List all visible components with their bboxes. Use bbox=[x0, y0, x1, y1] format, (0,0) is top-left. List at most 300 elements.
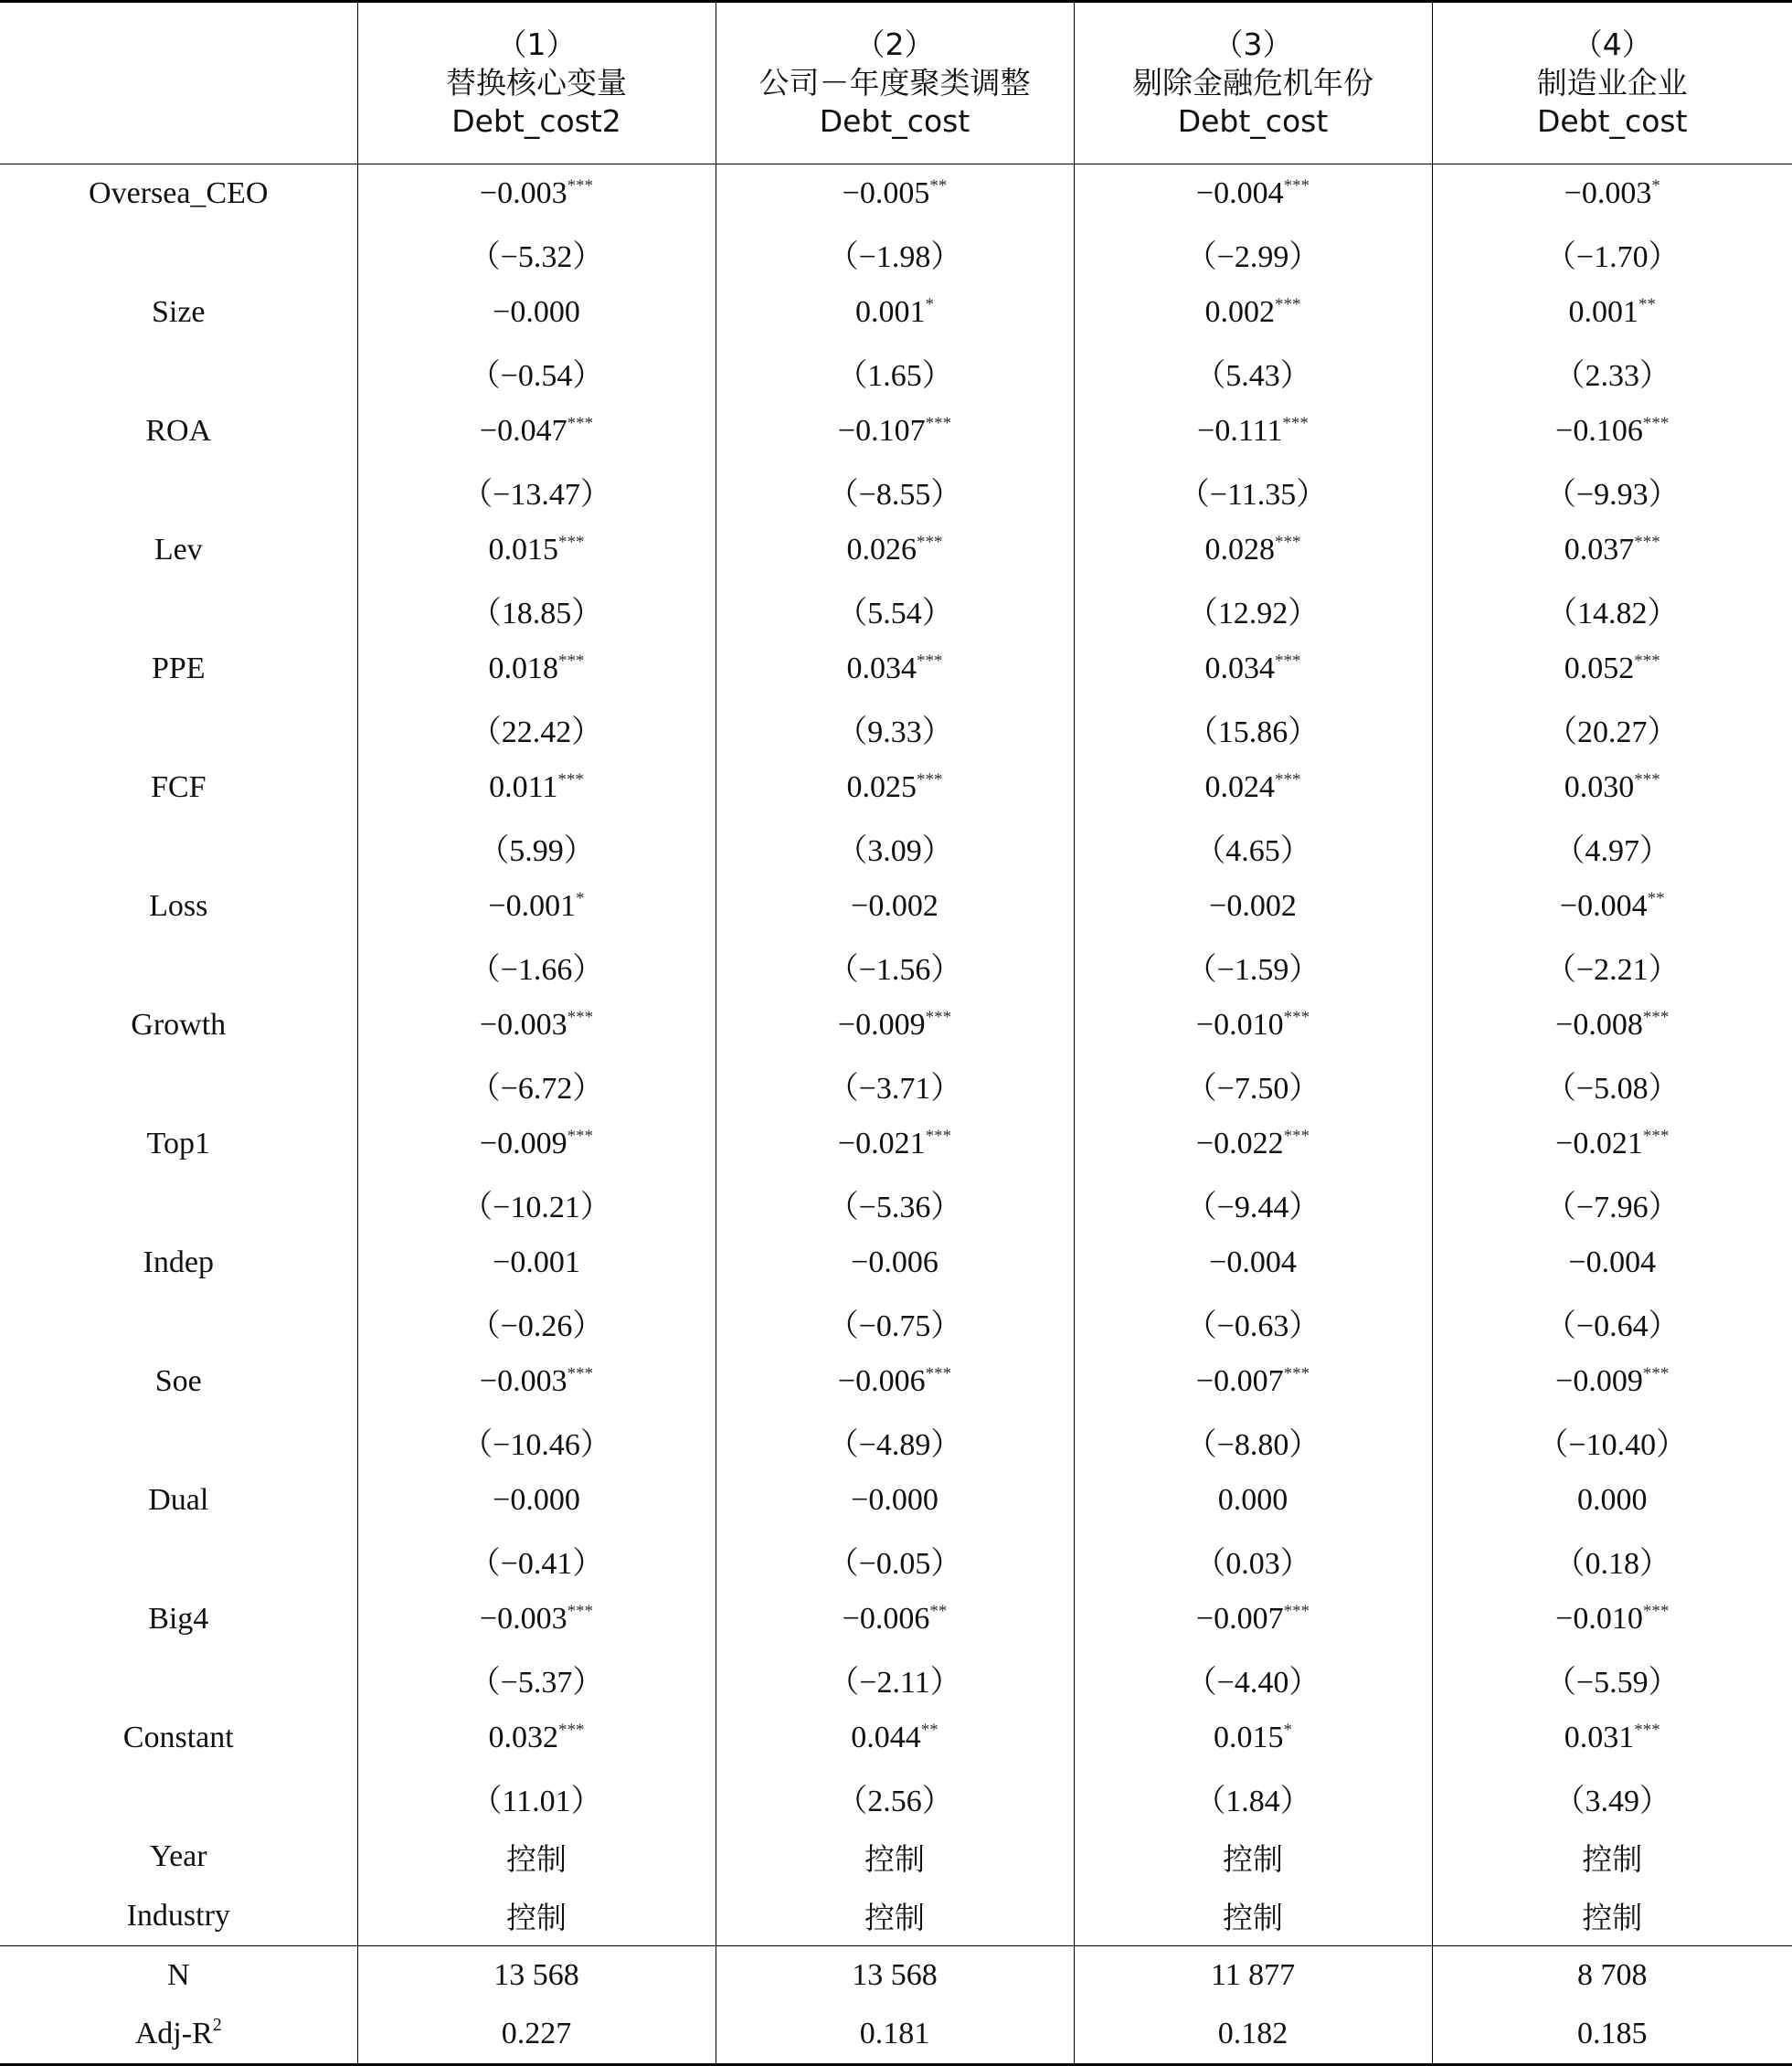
coefficient-value: −0.003 bbox=[1564, 176, 1652, 210]
statistic-name bbox=[0, 1946, 357, 2006]
coefficient-value: −0.021 bbox=[1555, 1127, 1643, 1160]
t-statistic-row bbox=[0, 937, 1792, 996]
coefficient-value: −0.003 bbox=[480, 1602, 567, 1636]
coefficient-cell bbox=[357, 521, 716, 580]
coefficient-cell bbox=[1432, 1352, 1792, 1412]
coefficient-value: −0.003 bbox=[480, 1008, 567, 1042]
t-statistic-cell: （15.86） bbox=[1074, 699, 1432, 758]
coefficient-cell bbox=[716, 1471, 1074, 1531]
coefficient-value: 0.011 bbox=[489, 770, 557, 804]
column-dependent-variable: Debt_cost bbox=[716, 102, 1074, 141]
coefficient-value: −0.107 bbox=[838, 414, 926, 448]
t-statistic-cell: （5.99） bbox=[357, 818, 716, 877]
significance-stars: ** bbox=[929, 1602, 947, 1621]
coefficient-value: −0.106 bbox=[1555, 414, 1643, 448]
coefficient-value: 0.028 bbox=[1205, 533, 1276, 567]
significance-stars: *** bbox=[1275, 295, 1301, 314]
t-statistic-cell: （0.18） bbox=[1432, 1531, 1792, 1590]
t-statistic-cell: （−7.50） bbox=[1074, 1055, 1432, 1115]
table-body bbox=[0, 164, 1792, 2065]
t-statistic-cell: （9.33） bbox=[716, 699, 1074, 758]
significance-stars: *** bbox=[1284, 1008, 1310, 1027]
column-dependent-variable: Debt_cost bbox=[1075, 102, 1432, 141]
coefficient-cell bbox=[716, 640, 1074, 699]
t-statistic-cell: （11.01） bbox=[357, 1768, 716, 1828]
coefficient-cell bbox=[1074, 1590, 1432, 1649]
t-statistic-cell: （−1.59） bbox=[1074, 937, 1432, 996]
coefficient-cell bbox=[716, 1234, 1074, 1293]
coefficient-cell bbox=[1074, 758, 1432, 818]
coefficient-value: −0.004 bbox=[1560, 889, 1648, 923]
coefficient-cell bbox=[1432, 283, 1792, 343]
t-statistic-cell: （−1.66） bbox=[357, 937, 716, 996]
coefficient-value: −0.000 bbox=[851, 1483, 938, 1517]
coefficient-cell bbox=[357, 877, 716, 937]
t-statistic-cell: （1.84） bbox=[1074, 1768, 1432, 1828]
significance-stars: *** bbox=[567, 414, 594, 433]
coefficient-cell bbox=[1074, 1352, 1432, 1412]
t-statistic-cell: （−5.08） bbox=[1432, 1055, 1792, 1115]
statistic-cell: 0.185 bbox=[1432, 2006, 1792, 2065]
coefficient-cell bbox=[357, 1590, 716, 1649]
significance-stars: * bbox=[1651, 176, 1660, 196]
variable-name-blank bbox=[0, 818, 357, 877]
significance-stars: *** bbox=[1634, 652, 1660, 671]
significance-stars: *** bbox=[1643, 414, 1670, 433]
coefficient-cell bbox=[716, 996, 1074, 1055]
variable-name: Size bbox=[0, 283, 357, 343]
t-statistic-cell: （−0.54） bbox=[357, 343, 716, 402]
variable-name-blank bbox=[0, 1293, 357, 1352]
column-title: 替换核心变量 bbox=[358, 64, 716, 102]
t-statistic-cell: （−0.63） bbox=[1074, 1293, 1432, 1352]
t-statistic-cell: （−6.72） bbox=[357, 1055, 716, 1115]
coefficient-row bbox=[0, 1352, 1792, 1412]
t-statistic-cell: （1.65） bbox=[716, 343, 1074, 402]
coefficient-value: −0.007 bbox=[1196, 1602, 1284, 1636]
significance-stars: *** bbox=[1284, 1127, 1310, 1146]
coefficient-cell bbox=[357, 402, 716, 461]
t-statistic-cell: （−10.21） bbox=[357, 1174, 716, 1234]
t-statistic-row bbox=[0, 699, 1792, 758]
significance-stars: *** bbox=[926, 1364, 952, 1383]
control-cell: 控制 bbox=[716, 1887, 1074, 1946]
t-statistic-cell: （−8.55） bbox=[716, 461, 1074, 521]
variable-name-blank bbox=[0, 1768, 357, 1828]
coefficient-value: 0.034 bbox=[1205, 652, 1276, 685]
coefficient-row bbox=[0, 1115, 1792, 1174]
t-statistic-row bbox=[0, 343, 1792, 402]
coefficient-cell bbox=[357, 1352, 716, 1412]
significance-stars: *** bbox=[926, 414, 952, 433]
control-cell: 控制 bbox=[357, 1887, 716, 1946]
variable-name-blank bbox=[0, 224, 357, 283]
column-number: （2） bbox=[716, 26, 1074, 64]
significance-stars: *** bbox=[917, 770, 943, 789]
coefficient-cell bbox=[1074, 1709, 1432, 1768]
t-statistic-cell: （−2.11） bbox=[716, 1649, 1074, 1709]
significance-stars: *** bbox=[1275, 533, 1301, 552]
t-statistic-cell: （−11.35） bbox=[1074, 461, 1432, 521]
coefficient-value: −0.009 bbox=[480, 1127, 567, 1160]
coefficient-cell bbox=[1432, 521, 1792, 580]
coefficient-cell bbox=[357, 1115, 716, 1174]
control-cell: 控制 bbox=[357, 1828, 716, 1887]
variable-name: Big4 bbox=[0, 1590, 357, 1649]
coefficient-value: −0.010 bbox=[1196, 1008, 1284, 1042]
variable-name-blank bbox=[0, 1055, 357, 1115]
coefficient-cell bbox=[716, 1709, 1074, 1768]
t-statistic-cell: （−5.59） bbox=[1432, 1649, 1792, 1709]
column-header bbox=[1074, 2, 1432, 164]
t-statistic-row bbox=[0, 224, 1792, 283]
t-statistic-cell: （3.49） bbox=[1432, 1768, 1792, 1828]
significance-stars: *** bbox=[1643, 1127, 1670, 1146]
coefficient-cell bbox=[716, 758, 1074, 818]
variable-name-blank bbox=[0, 1412, 357, 1471]
t-statistic-cell: （−4.40） bbox=[1074, 1649, 1432, 1709]
variable-name: Lev bbox=[0, 521, 357, 580]
coefficient-cell bbox=[716, 402, 1074, 461]
coefficient-value: −0.006 bbox=[843, 1602, 930, 1636]
t-statistic-cell: （−2.99） bbox=[1074, 224, 1432, 283]
coefficient-cell bbox=[1432, 1590, 1792, 1649]
t-statistic-row bbox=[0, 461, 1792, 521]
coefficient-cell bbox=[1432, 164, 1792, 224]
significance-stars: * bbox=[1284, 1721, 1293, 1740]
coefficient-cell bbox=[1432, 1234, 1792, 1293]
coefficient-value: −0.000 bbox=[493, 1483, 580, 1517]
significance-stars: *** bbox=[1275, 652, 1301, 671]
statistic-label: Adj-R bbox=[135, 2017, 213, 2050]
coefficient-value: −0.002 bbox=[1209, 889, 1297, 923]
coefficient-cell bbox=[1074, 1115, 1432, 1174]
coefficient-cell bbox=[357, 283, 716, 343]
coefficient-value: −0.008 bbox=[1555, 1008, 1643, 1042]
t-statistic-cell: （−0.75） bbox=[716, 1293, 1074, 1352]
t-statistic-cell: （4.65） bbox=[1074, 818, 1432, 877]
coefficient-cell bbox=[716, 1590, 1074, 1649]
variable-name-blank bbox=[0, 343, 357, 402]
significance-stars: ** bbox=[921, 1721, 938, 1740]
coefficient-value: −0.003 bbox=[480, 176, 567, 210]
variable-name: Loss bbox=[0, 877, 357, 937]
statistic-cell: 0.181 bbox=[716, 2006, 1074, 2065]
coefficient-value: −0.000 bbox=[493, 295, 580, 329]
t-statistic-cell: （−13.47） bbox=[357, 461, 716, 521]
coefficient-value: 0.025 bbox=[847, 770, 917, 804]
significance-stars: * bbox=[576, 889, 585, 908]
coefficient-value: 0.024 bbox=[1205, 770, 1276, 804]
significance-stars: *** bbox=[1643, 1602, 1670, 1621]
significance-stars: *** bbox=[1634, 770, 1660, 789]
coefficient-value: −0.001 bbox=[488, 889, 576, 923]
t-statistic-cell: （2.33） bbox=[1432, 343, 1792, 402]
coefficient-cell bbox=[357, 164, 716, 224]
t-statistic-row bbox=[0, 1768, 1792, 1828]
t-statistic-cell: （−2.21） bbox=[1432, 937, 1792, 996]
coefficient-cell bbox=[1432, 996, 1792, 1055]
variable-name-blank bbox=[0, 1531, 357, 1590]
t-statistic-cell: （−8.80） bbox=[1074, 1412, 1432, 1471]
table-header bbox=[0, 2, 1792, 164]
coefficient-value: 0.015 bbox=[489, 533, 559, 567]
coefficient-cell bbox=[357, 996, 716, 1055]
control-cell: 控制 bbox=[1074, 1887, 1432, 1946]
statistic-row bbox=[0, 1946, 1792, 2006]
coefficient-cell bbox=[1074, 877, 1432, 937]
significance-stars: *** bbox=[558, 533, 585, 552]
variable-name-blank bbox=[0, 580, 357, 640]
t-statistic-cell: （0.03） bbox=[1074, 1531, 1432, 1590]
coefficient-row bbox=[0, 402, 1792, 461]
significance-stars: *** bbox=[1284, 1364, 1310, 1383]
coefficient-cell bbox=[1432, 758, 1792, 818]
coefficient-value: 0.031 bbox=[1564, 1721, 1635, 1754]
significance-stars: *** bbox=[557, 770, 584, 789]
coefficient-cell bbox=[716, 877, 1074, 937]
t-statistic-cell: （−5.37） bbox=[357, 1649, 716, 1709]
variable-name: ROA bbox=[0, 402, 357, 461]
coefficient-row bbox=[0, 164, 1792, 224]
coefficient-cell bbox=[1074, 1471, 1432, 1531]
variable-name: Oversea_CEO bbox=[0, 164, 357, 224]
control-name: Industry bbox=[0, 1887, 357, 1946]
control-cell: 控制 bbox=[1432, 1887, 1792, 1946]
significance-stars: *** bbox=[567, 1602, 594, 1621]
coefficient-cell bbox=[716, 283, 1074, 343]
significance-stars: ** bbox=[929, 176, 947, 196]
t-statistic-cell: （−1.98） bbox=[716, 224, 1074, 283]
coefficient-value: −0.006 bbox=[851, 1245, 938, 1279]
coefficient-cell bbox=[716, 521, 1074, 580]
control-cell: 控制 bbox=[716, 1828, 1074, 1887]
coefficient-cell bbox=[1432, 1115, 1792, 1174]
t-statistic-cell: （5.43） bbox=[1074, 343, 1432, 402]
significance-stars: *** bbox=[917, 533, 943, 552]
t-statistic-cell: （14.82） bbox=[1432, 580, 1792, 640]
header-corner bbox=[0, 2, 357, 164]
significance-stars: *** bbox=[1643, 1364, 1670, 1383]
control-cell: 控制 bbox=[1432, 1828, 1792, 1887]
coefficient-value: 0.000 bbox=[1218, 1483, 1288, 1517]
coefficient-row bbox=[0, 1471, 1792, 1531]
significance-stars: *** bbox=[1284, 1602, 1310, 1621]
column-number: （3） bbox=[1075, 26, 1432, 64]
t-statistic-cell: （−1.56） bbox=[716, 937, 1074, 996]
coefficient-cell bbox=[357, 1471, 716, 1531]
coefficient-value: −0.001 bbox=[493, 1245, 580, 1279]
t-statistic-cell: （−10.46） bbox=[357, 1412, 716, 1471]
coefficient-value: −0.003 bbox=[480, 1364, 567, 1398]
t-statistic-row bbox=[0, 1531, 1792, 1590]
coefficient-value: −0.004 bbox=[1568, 1245, 1656, 1279]
significance-stars: *** bbox=[1634, 1721, 1660, 1740]
coefficient-value: −0.047 bbox=[480, 414, 567, 448]
coefficient-cell bbox=[1074, 521, 1432, 580]
t-statistic-row bbox=[0, 1293, 1792, 1352]
t-statistic-cell: （−4.89） bbox=[716, 1412, 1074, 1471]
t-statistic-cell: （−0.26） bbox=[357, 1293, 716, 1352]
coefficient-cell bbox=[1432, 1709, 1792, 1768]
coefficient-cell bbox=[1074, 402, 1432, 461]
coefficient-value: −0.010 bbox=[1555, 1602, 1643, 1636]
t-statistic-cell: （20.27） bbox=[1432, 699, 1792, 758]
coefficient-value: −0.005 bbox=[843, 176, 930, 210]
coefficient-row bbox=[0, 283, 1792, 343]
coefficient-value: 0.001 bbox=[855, 295, 926, 329]
coefficient-row bbox=[0, 521, 1792, 580]
coefficient-value: −0.009 bbox=[1555, 1364, 1643, 1398]
significance-stars: *** bbox=[926, 1008, 952, 1027]
coefficient-value: 0.044 bbox=[851, 1721, 921, 1754]
significance-stars: *** bbox=[567, 176, 594, 196]
significance-stars: ** bbox=[1638, 295, 1656, 314]
coefficient-value: 0.001 bbox=[1569, 295, 1639, 329]
variable-name-blank bbox=[0, 1649, 357, 1709]
header-row bbox=[0, 2, 1792, 164]
coefficient-value: −0.007 bbox=[1196, 1364, 1284, 1398]
coefficient-row bbox=[0, 1709, 1792, 1768]
coefficient-value: 0.015 bbox=[1214, 1721, 1284, 1754]
column-title: 公司－年度聚类调整 bbox=[716, 64, 1074, 102]
statistic-cell: 13 568 bbox=[357, 1946, 716, 2006]
t-statistic-cell: （18.85） bbox=[357, 580, 716, 640]
variable-name: Soe bbox=[0, 1352, 357, 1412]
coefficient-value: −0.022 bbox=[1196, 1127, 1284, 1160]
t-statistic-cell: （−5.36） bbox=[716, 1174, 1074, 1234]
significance-stars: *** bbox=[1282, 414, 1309, 433]
coefficient-cell bbox=[357, 1709, 716, 1768]
significance-stars: *** bbox=[567, 1008, 594, 1027]
variable-name-blank bbox=[0, 699, 357, 758]
variable-name-blank bbox=[0, 1174, 357, 1234]
coefficient-row bbox=[0, 758, 1792, 818]
significance-stars: *** bbox=[926, 1127, 952, 1146]
coefficient-value: 0.018 bbox=[489, 652, 559, 685]
t-statistic-cell: （−7.96） bbox=[1432, 1174, 1792, 1234]
t-statistic-cell: （−9.93） bbox=[1432, 461, 1792, 521]
t-statistic-cell: （−0.64） bbox=[1432, 1293, 1792, 1352]
t-statistic-cell: （−0.41） bbox=[357, 1531, 716, 1590]
coefficient-cell bbox=[357, 640, 716, 699]
statistic-cell: 11 877 bbox=[1074, 1946, 1432, 2006]
significance-stars: * bbox=[926, 295, 935, 314]
coefficient-cell bbox=[716, 1352, 1074, 1412]
t-statistic-cell: （−10.40） bbox=[1432, 1412, 1792, 1471]
coefficient-cell bbox=[357, 1234, 716, 1293]
t-statistic-cell: （3.09） bbox=[716, 818, 1074, 877]
t-statistic-cell: （12.92） bbox=[1074, 580, 1432, 640]
coefficient-value: 0.030 bbox=[1564, 770, 1635, 804]
statistic-cell: 0.182 bbox=[1074, 2006, 1432, 2065]
control-cell: 控制 bbox=[1074, 1828, 1432, 1887]
coefficient-value: −0.009 bbox=[838, 1008, 926, 1042]
significance-stars: *** bbox=[1634, 533, 1660, 552]
coefficient-cell bbox=[716, 164, 1074, 224]
coefficient-value: 0.000 bbox=[1577, 1483, 1648, 1517]
coefficient-value: 0.037 bbox=[1564, 533, 1635, 567]
column-number: （4） bbox=[1433, 26, 1792, 64]
column-dependent-variable: Debt_cost2 bbox=[358, 102, 716, 141]
coefficient-cell bbox=[1432, 640, 1792, 699]
significance-stars: *** bbox=[1284, 176, 1310, 196]
statistic-cell: 8 708 bbox=[1432, 1946, 1792, 2006]
column-number: （1） bbox=[358, 26, 716, 64]
coefficient-value: −0.006 bbox=[838, 1364, 926, 1398]
variable-name: Dual bbox=[0, 1471, 357, 1531]
coefficient-value: 0.052 bbox=[1564, 652, 1635, 685]
variable-name: Top1 bbox=[0, 1115, 357, 1174]
t-statistic-cell: （2.56） bbox=[716, 1768, 1074, 1828]
control-row bbox=[0, 1887, 1792, 1946]
t-statistic-cell: （5.54） bbox=[716, 580, 1074, 640]
coefficient-value: 0.032 bbox=[489, 1721, 559, 1754]
significance-stars: *** bbox=[558, 1721, 585, 1740]
significance-stars: *** bbox=[558, 652, 585, 671]
t-statistic-cell: （−9.44） bbox=[1074, 1174, 1432, 1234]
coefficient-row bbox=[0, 996, 1792, 1055]
column-header bbox=[1432, 2, 1792, 164]
variable-name: Indep bbox=[0, 1234, 357, 1293]
coefficient-cell bbox=[357, 758, 716, 818]
coefficient-value: −0.004 bbox=[1209, 1245, 1297, 1279]
coefficient-value: −0.004 bbox=[1196, 176, 1284, 210]
column-title: 制造业企业 bbox=[1433, 64, 1792, 102]
statistic-name bbox=[0, 2006, 357, 2065]
t-statistic-cell: （−3.71） bbox=[716, 1055, 1074, 1115]
column-dependent-variable: Debt_cost bbox=[1433, 102, 1792, 141]
coefficient-cell bbox=[1074, 640, 1432, 699]
column-title: 剔除金融危机年份 bbox=[1075, 64, 1432, 102]
significance-stars: *** bbox=[1643, 1008, 1670, 1027]
significance-stars: *** bbox=[917, 652, 943, 671]
coefficient-cell bbox=[1432, 1471, 1792, 1531]
coefficient-cell bbox=[1074, 283, 1432, 343]
t-statistic-row bbox=[0, 1412, 1792, 1471]
t-statistic-row bbox=[0, 1649, 1792, 1709]
coefficient-row bbox=[0, 877, 1792, 937]
coefficient-value: −0.021 bbox=[838, 1127, 926, 1160]
variable-name-blank bbox=[0, 937, 357, 996]
t-statistic-cell: （−1.70） bbox=[1432, 224, 1792, 283]
variable-name: FCF bbox=[0, 758, 357, 818]
t-statistic-row bbox=[0, 580, 1792, 640]
significance-stars: *** bbox=[567, 1364, 594, 1383]
t-statistic-row bbox=[0, 1174, 1792, 1234]
significance-stars: ** bbox=[1648, 889, 1665, 908]
coefficient-value: 0.034 bbox=[847, 652, 917, 685]
column-header bbox=[357, 2, 716, 164]
variable-name-blank bbox=[0, 461, 357, 521]
statistic-cell: 13 568 bbox=[716, 1946, 1074, 2006]
coefficient-value: −0.111 bbox=[1197, 414, 1282, 448]
coefficient-cell bbox=[1074, 164, 1432, 224]
statistic-row bbox=[0, 2006, 1792, 2065]
coefficient-cell bbox=[1432, 402, 1792, 461]
variable-name: Growth bbox=[0, 996, 357, 1055]
coefficient-cell bbox=[1074, 1234, 1432, 1293]
t-statistic-row bbox=[0, 818, 1792, 877]
statistic-cell: 0.227 bbox=[357, 2006, 716, 2065]
variable-name: PPE bbox=[0, 640, 357, 699]
coefficient-row bbox=[0, 640, 1792, 699]
t-statistic-cell: （22.42） bbox=[357, 699, 716, 758]
coefficient-row bbox=[0, 1590, 1792, 1649]
coefficient-cell bbox=[1074, 996, 1432, 1055]
column-header bbox=[716, 2, 1074, 164]
coefficient-value: −0.002 bbox=[851, 889, 938, 923]
